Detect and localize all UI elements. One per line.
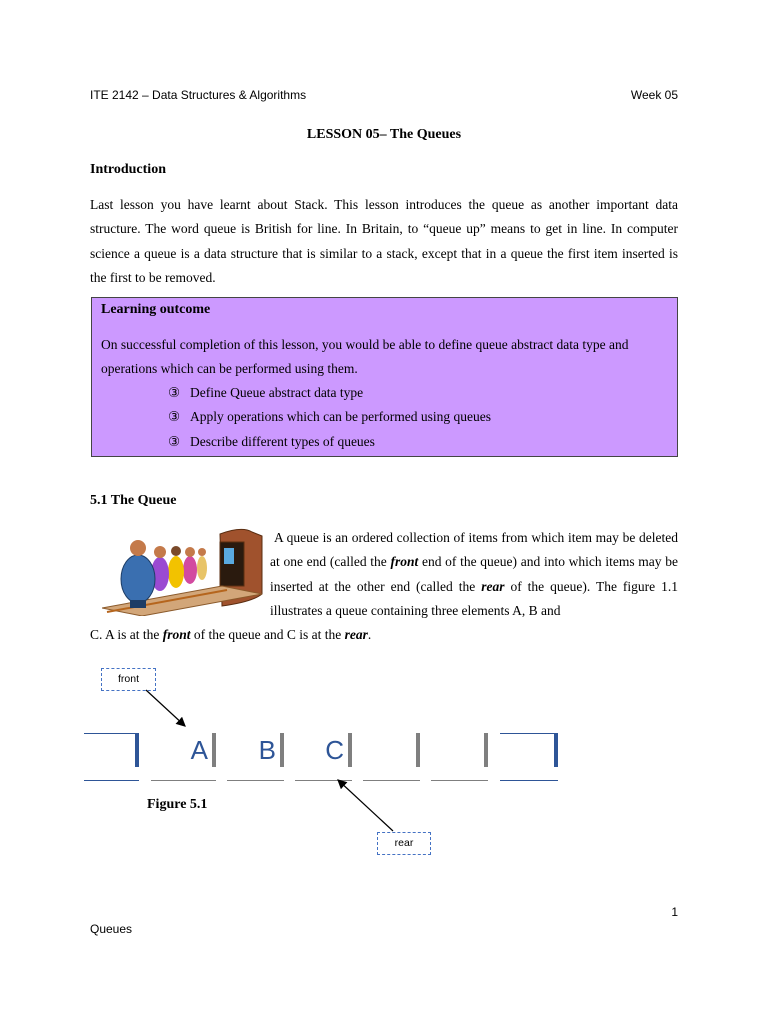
cell-baseline (363, 780, 420, 781)
list-item (168, 430, 491, 454)
cell-value: C (325, 735, 344, 765)
header-week: Week 05 (630, 88, 678, 102)
list-item (168, 405, 491, 429)
text-fragment: . (367, 627, 372, 642)
text-fragment: A queue is an ordered collection of items from which item may be deleted at one end (called the (270, 530, 678, 570)
front-arrow-icon (146, 690, 185, 726)
rear-term: rear (344, 627, 368, 642)
cell-divider (280, 733, 284, 767)
cell-value: B (258, 735, 276, 765)
rear-label: rear (377, 832, 431, 855)
front-term: front (162, 627, 191, 642)
rear-term: rear (481, 578, 505, 594)
introduction-text: Last lesson you have learnt about Stack. This lesson introduces the queue as another important data structure. The word queue is British for line. In Britain, to “queue up” means to get in line. In computer science a queue is a data structure that is similar to a stack, except that in a queue the first item inserted is the first to be removed. (90, 197, 678, 285)
cell-baseline (295, 780, 352, 781)
queue-cell (151, 733, 216, 781)
rear-arrow-icon (338, 780, 393, 831)
cell-baseline (500, 780, 558, 782)
bullet-icon: ③ (168, 433, 181, 449)
lesson-title: LESSON 05– The Queues (306, 127, 462, 142)
cell-divider (135, 733, 139, 767)
queue-cell (500, 733, 558, 781)
learning-outcome-title: Learning outcome (101, 302, 211, 317)
queue-people-illustration (102, 524, 268, 616)
front-term: front (390, 554, 419, 570)
queue-cell (295, 733, 352, 781)
queue-description-text (270, 526, 678, 623)
introduction-heading: Introduction (90, 162, 166, 177)
list-item (168, 381, 491, 405)
text-fragment: C. A is at the (90, 627, 163, 642)
cell-value: A (190, 735, 208, 765)
header-course: ITE 2142 – Data Structures & Algorithms (90, 88, 307, 102)
cell-baseline (84, 780, 139, 782)
queue-description-continued (90, 623, 678, 647)
cell-baseline (151, 780, 216, 781)
queue-cell (431, 733, 488, 781)
learning-outcome-text: On successful completion of this lesson, you would be able to define queue abstract data type and operations which can be performed using them. (101, 337, 629, 377)
bullet-icon: ③ (168, 409, 181, 425)
learning-outcome-list (168, 381, 491, 454)
text-fragment: of the queue). The figure 1.1 illustrates a queue containing three elements A, B and (270, 578, 678, 618)
text-fragment: end of the queue) and into which items may be inserted at the other end (called the (270, 554, 678, 594)
cell-divider (212, 733, 216, 767)
page-number: 1 (671, 905, 678, 919)
front-label: front (101, 668, 156, 691)
list-item-text: Define Queue abstract data type (190, 385, 364, 400)
list-item-text: Describe different types of queues (190, 433, 375, 449)
figure-caption: Figure 5.1 (147, 797, 208, 812)
footer-topic: Queues (90, 922, 133, 936)
cell-divider (348, 733, 352, 767)
queue-cell (227, 733, 284, 781)
cell-baseline (227, 780, 284, 781)
cell-divider (554, 733, 558, 767)
cell-top-line (500, 733, 558, 734)
section-heading: 5.1 The Queue (90, 493, 177, 508)
queue-cell (363, 733, 420, 781)
list-item-text: Apply operations which can be performed using queues (190, 409, 492, 425)
bullet-icon: ③ (168, 385, 181, 400)
queue-cell (84, 733, 139, 781)
cell-divider (416, 733, 420, 767)
cell-top-line (84, 733, 139, 734)
cell-baseline (431, 780, 488, 781)
text-fragment: of the queue and C is at the (190, 627, 345, 642)
learning-outcome-box (91, 297, 678, 457)
cell-divider (484, 733, 488, 767)
